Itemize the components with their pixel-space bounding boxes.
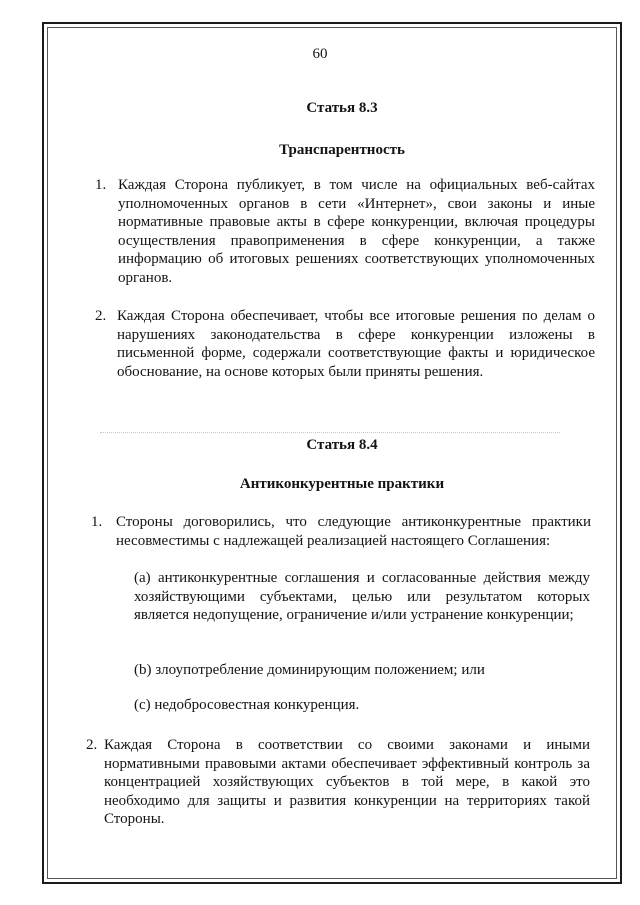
- article-8-3-item-2: [95, 307, 595, 381]
- article-8-4-item-1: [91, 513, 591, 550]
- subitem-label: (c): [134, 697, 151, 713]
- subitem-text: недобросовестная конкуренция.: [154, 697, 360, 713]
- item-text: Каждая Сторона обеспечивает, чтобы все итоговые решения по делам о нарушениях законодательства в сфере конкуренции изложены в письменной форме, содержали соответствующие факты и юридическое обоснование, на основе которых были приняты решения.: [117, 308, 595, 380]
- subitem-label: (b): [134, 662, 152, 678]
- article-8-4-item-2: [86, 736, 590, 829]
- article-8-4-title: Статья 8.4: [306, 437, 378, 453]
- article-8-3-item-1: [95, 176, 595, 288]
- page-number: 60: [312, 46, 328, 62]
- item-text: Стороны договорились, что следующие антиконкурентные практики несовместимы с надлежащей реализацией настоящего Соглашения:: [116, 514, 591, 549]
- item-number: 1.: [95, 177, 107, 193]
- subitem-a: [134, 569, 590, 625]
- item-number: 2.: [95, 308, 107, 324]
- subitem-text: злоупотребление доминирующим положением; или: [155, 662, 485, 678]
- article-8-3-subtitle: Транспарентность: [279, 142, 405, 158]
- item-number: 1.: [91, 514, 103, 530]
- divider: [100, 432, 560, 434]
- article-8-3-title: Статья 8.3: [306, 100, 378, 116]
- article-8-4-subtitle: Антиконкурентные практики: [239, 476, 445, 492]
- item-text: Каждая Сторона публикует, в том числе на официальных веб-сайтах уполномоченных органов в сети «Интернет», свои законы и иные нормативные правовые акты в сфере конкуренции, включая процедуры осуществления правоприменения в сфере конкуренции, а также информацию об итоговых решениях соответствующих уполномоченных органов.: [118, 177, 595, 286]
- subitem-b: [134, 661, 590, 680]
- subitem-label: (a): [134, 570, 151, 586]
- subitem-c: [134, 696, 590, 715]
- item-text: Каждая Сторона в соответствии со своими законами и иными нормативными правовыми актами обеспечивает эффективный контроль за концентрацией хозяйствующих субъектов в той мере, в какой это необходимо для защиты и развития конкуренции на территориях такой Стороны.: [104, 737, 590, 828]
- item-number: 2.: [86, 737, 98, 753]
- subitem-text: антиконкурентные соглашения и согласованные действия между хозяйствующими субъектами, целью или результатом которых является недопущение, ограничение и/или устранение конкуренции;: [134, 570, 590, 624]
